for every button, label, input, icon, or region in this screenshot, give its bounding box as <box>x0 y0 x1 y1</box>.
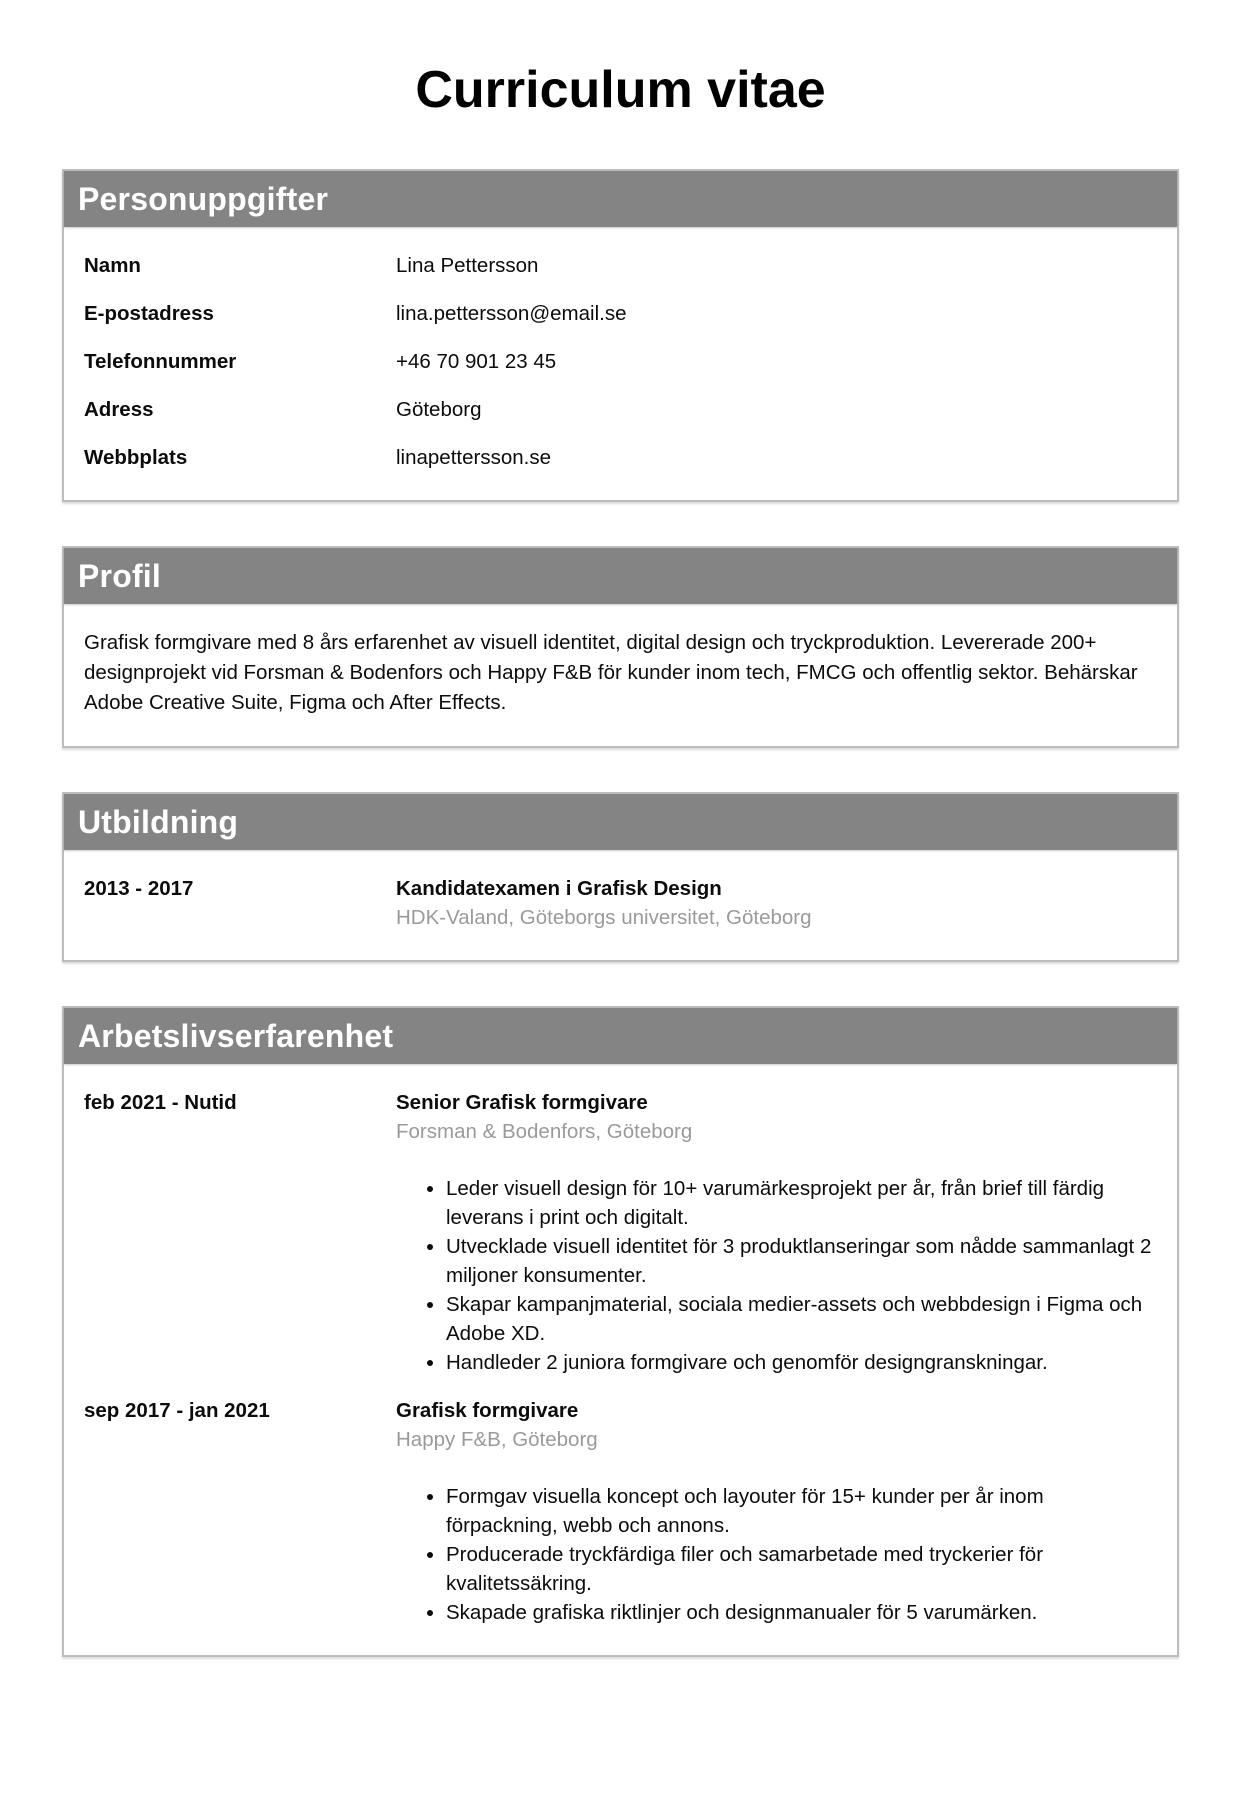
entry-school: HDK-Valand, Göteborgs universitet, Göteborg <box>396 906 812 930</box>
field-label: Telefonnummer <box>84 350 237 374</box>
entry-main <box>396 874 1157 932</box>
entry-degree: Kandidatexamen i Grafisk Design <box>396 877 722 901</box>
entry-main <box>396 1396 1157 1627</box>
field-row <box>84 251 1157 280</box>
field-label: Webbplats <box>84 446 188 470</box>
entry-bullet-list <box>396 1482 1157 1627</box>
section-title: Profil <box>78 558 161 595</box>
experience-entry <box>84 1088 1157 1377</box>
section-body-personal <box>64 227 1177 500</box>
section-header-profile <box>64 548 1177 604</box>
entry-role: Senior Grafisk formgivare <box>396 1091 648 1115</box>
entry-company: Forsman & Bodenfors, Göteborg <box>396 1120 693 1144</box>
entry-period: 2013 - 2017 <box>84 877 194 901</box>
section-experience <box>62 1006 1179 1657</box>
section-header-education <box>64 794 1177 850</box>
bullet-item: • Handleder 2 juniora formgivare och genomför designgranskningar. <box>446 1348 1157 1377</box>
field-label: E-postadress <box>84 302 214 326</box>
field-label: Adress <box>84 398 154 422</box>
sections-container <box>0 169 1241 1657</box>
bullet-item: • Utvecklade visuell identitet för 3 produktlanseringar som nådde sammanlagt 2 miljoner konsumenter. <box>446 1232 1157 1290</box>
experience-entry <box>84 1396 1157 1627</box>
section-title: Utbildning <box>78 804 239 841</box>
field-value: Göteborg <box>396 398 482 422</box>
section-personal <box>62 169 1179 502</box>
field-label: Namn <box>84 254 141 278</box>
entry-role: Grafisk formgivare <box>396 1399 579 1423</box>
field-row <box>84 443 1157 472</box>
section-body-profile <box>64 604 1177 746</box>
education-entry <box>84 874 1157 932</box>
section-body-education <box>64 850 1177 960</box>
page-title: Curriculum vitae <box>415 61 826 119</box>
field-value: lina.pettersson@email.se <box>396 302 627 326</box>
section-title: Arbetslivserfarenhet <box>78 1018 394 1055</box>
field-value: +46 70 901 23 45 <box>396 350 557 374</box>
entry-period: feb 2021 - Nutid <box>84 1091 237 1115</box>
entry-main <box>396 1088 1157 1377</box>
section-body-experience <box>64 1064 1177 1655</box>
bullet-item: • Skapar kampanjmaterial, sociala medier-assets och webbdesign i Figma och Adobe XD. <box>446 1290 1157 1348</box>
section-header-experience <box>64 1008 1177 1064</box>
entry-bullet-list <box>396 1174 1157 1377</box>
bullet-item: • Formgav visuella koncept och layouter för 15+ kunder per år inom förpackning, webb och annons. <box>446 1482 1157 1540</box>
profile-summary-text: Grafisk formgivare med 8 års erfarenhet av visuell identitet, digital design och tryckproduktion. Levererade 200+ designprojekt vid Forsman & Bodenfors och Happy F&B för kunder inom tech, FMCG och offentlig sektor. Behärskar Adobe Creative Suite, Figma och After Effects. <box>84 631 1138 715</box>
bullet-item: • Leder visuell design för 10+ varumärkesprojekt per år, från brief till färdig leverans i print och digitalt. <box>446 1174 1157 1232</box>
field-row <box>84 395 1157 424</box>
entry-period: sep 2017 - jan 2021 <box>84 1399 270 1423</box>
section-education <box>62 792 1179 962</box>
section-profile <box>62 546 1179 748</box>
field-row <box>84 299 1157 328</box>
entry-company: Happy F&B, Göteborg <box>396 1428 598 1452</box>
field-value: Lina Pettersson <box>396 254 539 278</box>
bullet-item: • Skapade grafiska riktlinjer och designmanualer för 5 varumärken. <box>446 1598 1157 1627</box>
field-row <box>84 347 1157 376</box>
section-header-personal <box>64 171 1177 227</box>
cv-page <box>0 62 1241 1816</box>
field-value: linapettersson.se <box>396 446 551 470</box>
section-title: Personuppgifter <box>78 181 329 218</box>
bullet-item: • Producerade tryckfärdiga filer och samarbetade med tryckerier för kvalitetssäkring. <box>446 1540 1157 1598</box>
